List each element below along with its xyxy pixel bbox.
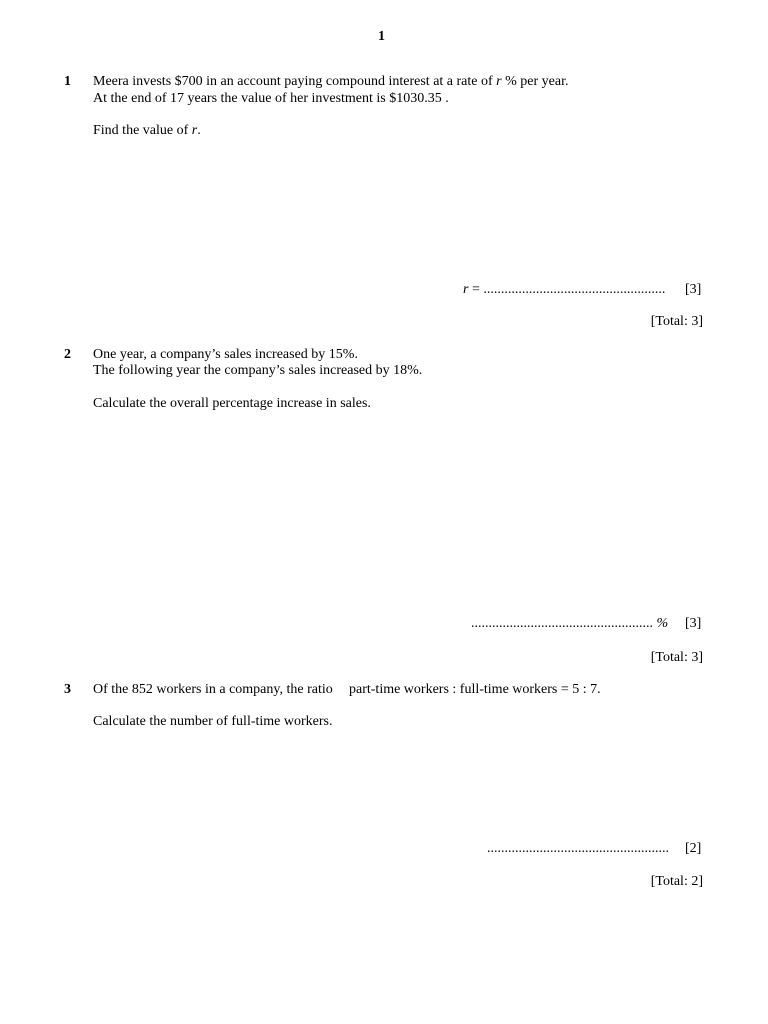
text-fragment: Find the value of <box>93 123 192 138</box>
answer-label-equals: = <box>468 282 480 297</box>
question-number: 1 <box>64 74 71 89</box>
question-prompt: Calculate the overall percentage increase in sales. <box>93 396 371 411</box>
text-fragment: Meera invests $700 in an account paying compound interest at a rate of <box>93 74 497 89</box>
total-marks: [Total: 2] <box>650 874 703 889</box>
question-prompt <box>93 123 201 139</box>
answer-unit: % <box>656 616 669 631</box>
question-text-line: One year, a company’s sales increased by 15%. <box>93 347 358 362</box>
answer-dots: .................................................... <box>487 841 669 856</box>
variable: r <box>496 74 502 89</box>
answer-dots: .................................................... <box>483 282 666 297</box>
question-prompt: Calculate the number of full-time workers. <box>93 714 333 729</box>
marks: [2] <box>685 841 702 856</box>
answer-line[interactable] <box>471 616 668 632</box>
marks: [3] <box>685 616 702 631</box>
page-number: 1 <box>378 29 385 44</box>
answer-line[interactable] <box>463 282 665 298</box>
answer-line[interactable] <box>487 841 669 857</box>
question-text-line: Of the 852 workers in a company, the ratio <box>93 682 333 697</box>
question-text-line <box>93 74 568 90</box>
text-fragment: . <box>197 123 201 138</box>
answer-dots: .................................................... <box>471 616 653 631</box>
answer-label-variable: r <box>463 282 469 297</box>
question-number: 2 <box>64 347 71 362</box>
question-text-line: At the end of 17 years the value of her investment is $1030.35 . <box>93 91 449 106</box>
marks: [3] <box>685 282 702 297</box>
variable: r <box>191 123 198 138</box>
question-text-line: The following year the company’s sales increased by 18%. <box>93 363 423 378</box>
total-marks: [Total: 3] <box>650 650 703 665</box>
ratio-statement: part-time workers : full-time workers = 5 : 7. <box>349 682 601 697</box>
total-marks: [Total: 3] <box>650 314 703 329</box>
text-fragment: % per year. <box>501 74 569 89</box>
question-number: 3 <box>64 682 71 697</box>
